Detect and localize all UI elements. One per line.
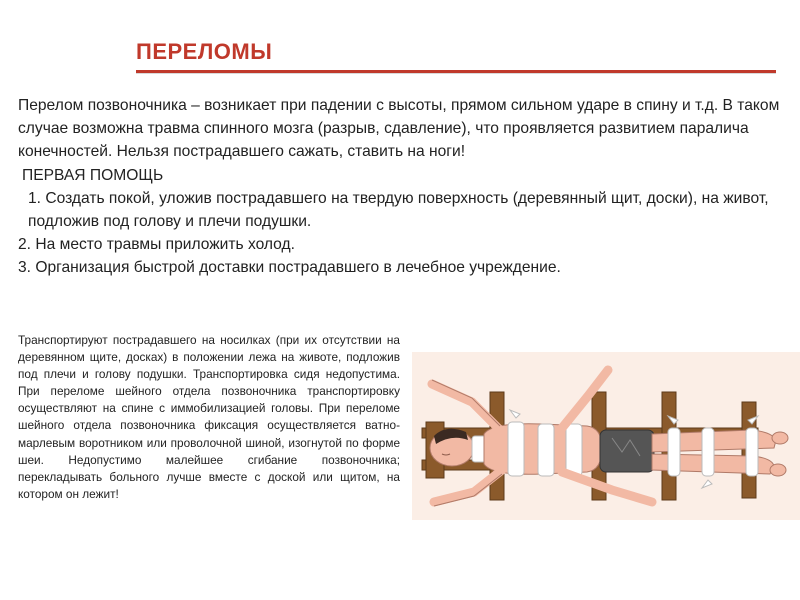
first-aid-step-3: 3. Организация быстрой доставки пострадавшего в лечебное учреждение.	[18, 259, 561, 277]
patient-on-board-image	[412, 352, 800, 520]
torso-bandages	[508, 422, 582, 476]
intro-paragraph: Перелом позвоночника – возникает при падении с высоты, прямом сильном ударе в спину и т.д. В таком случае возможна травма спинного мозга (разрыв, сдавление), что проявляется развитием паралича конечностей. Нельзя пострадавшего сажать, ставить на ноги!	[18, 97, 780, 161]
first-aid-step-2: 2. На место травмы приложить холод.	[18, 236, 295, 254]
first-aid-step-1: 1. Создать покой, уложив пострадавшего на твердую поверхность (деревянный щит, доски), на живот, подложив под голову и плечи подушки.	[28, 189, 769, 231]
title-divider	[136, 70, 776, 73]
spine-fracture-immobilization-illustration	[412, 352, 800, 520]
main-text-block	[18, 94, 784, 280]
transport-paragraph: Транспортируют пострадавшего на носилках (при их отсутствии на деревянном щите, досках) в положении лежа на животе, подложив под плечи и голову подушки. Транспортировка сидя недопустима. При переломе шейного отдела позвоночника транспортировку осуществляют на спине с иммобилизацией головы. При переломе шейного отдела позвоночника фиксация осуществляется ватно-марлевым воротником или проволочной шиной, изогнутой по форме шеи. Недопустимо малейшее сгибание позвоночника; перекладывать больного лучше вместе с доской или щитом, на котором он лежит!	[18, 333, 400, 501]
slide-title: ПЕРЕЛОМЫ	[136, 39, 273, 64]
first-aid-heading: ПЕРВАЯ ПОМОЩЬ	[22, 166, 164, 184]
patient-shorts	[600, 430, 654, 472]
